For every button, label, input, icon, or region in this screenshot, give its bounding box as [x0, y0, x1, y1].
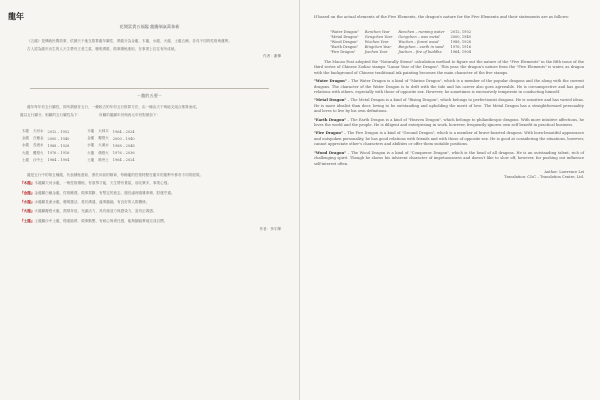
entry-water-dragon-en: "Water Dragon" – The Water Dragon is a kind of "Marine Dragon", which is a member of the popular dragons and the along with the current dragons. The character of the Water Dragon is to drift with the tide and his career also goes agreeable. He is circumspective and has good relations with others, especially with those of opposite sex. However, he sometimes is excessively temperate in conducting himself. [314, 79, 584, 95]
table-row: "Metal Dragon" Gengchen Year Gengchen – wax metal 2000, 1940 [330, 34, 472, 39]
article-author: 作者：李宇輝 [259, 227, 281, 232]
section-intro: 龍年每年有五行屬性，即所謂納音五行，一種較古的年份五行推算方法，由一種由天干與地支組合推算而成。 [27, 105, 200, 109]
table-header: 龍以五行屬分，相屬的五行屬性為下： 所屬的龍屬年份與西元年份對照如下： [20, 113, 161, 118]
english-paragraph-1: The Macau Post adopted the "Naturally Stems" calculation method to figure out the nature of the "Five Elements" in the fifth issue of the third series of Chinese Zodiac stamps "Lunar Year of the Dragon". This year, the dragon's nature from the "Five Elements" is water, as dragon with the background of Chinese traditional ink painting becomes the main character of the five stamps. [314, 60, 584, 75]
table-row: 火龍 覆燈火 1976 – 1916 火龍 佛燈火 1976 – 2036 [22, 150, 135, 156]
table-row: "Wood Dragon" Wuchen Year Wuchen – forest wood 1988, 1928 [330, 39, 472, 44]
english-page [300, 0, 600, 400]
entry-water-dragon: 『水龍』水龍屬長流水龍，聰明靈活，善於溝通，處事圓融，有良好的人際關係。 [20, 200, 150, 205]
table-row: 金龍 白蠟金 2000 – 1940 金龍 覆燈火 2000 – 1940 [22, 136, 135, 141]
element-year-table [22, 128, 139, 164]
english-element-table [330, 29, 477, 55]
intro-paragraph-2: 古人認為龍年出生的人天生帶有王者之氣，聰明勇敢，做事積極進取，在事業上往往有所成就。 [27, 47, 178, 52]
english-author: Author: Lawrence Lei [544, 169, 584, 174]
entry-metal-dragon: 『金龍』金龍屬白蠟金龍，性格剛強，做事果斷，有堅定的意志，擅長處理複雜事務，財運亨通。 [20, 190, 175, 195]
table-row: "Water Dragon" Renchen Year Renchen – running water 2012, 1952 [330, 29, 472, 34]
entry-fire-dragon-en: "Fire Dragon" – The Fire Dragon is a kind of "Ground Dragon", which is a member of brave-hearted dragons. With born-beautiful appearance and outspoken personality, he has good relations with friends and with those of opposite sex. He is good at considering the situations, however, cannot appreciate other's characters and abilities or offer them suitable positions. [314, 131, 584, 147]
table-row: 水龍 長流水 1988 – 1928 水龍 大溪水 1988 – 2048 [22, 143, 135, 148]
divider [30, 88, 269, 89]
english-intro-block [314, 14, 584, 20]
article-heading: 花開富貴五福臨 龍騰瑞氣萬象新 [119, 24, 180, 29]
entries-block [20, 172, 281, 232]
entry-earth-dragon: 『土龍』土龍屬沙中土龍，穩重踏實，做事勤懇，有耐心與責任感，能夠腳踏實地完成目標。 [20, 218, 168, 223]
entry-wood-dragon-en: "Wood Dragon" – The Wood Dragon is a kind of "Conqueror Dragon", which is the head of all dragons. He is an outstanding talent, rich of challenging spirit. Though he shows his inherent character of impetuousness and doesn't like to slow off, however, for pushing out influence self-interest often. [314, 150, 585, 166]
entry-earth-dragon-en: "Earth Dragon" – The Earth Dragon is a kind of "Heaven Dragon", which belongs to philanthropic dragons. With more intuitive affections, he loves the world and the people. He is diligent and enterprising in work, however, frequently ignores own self benefit in practical business. [314, 117, 584, 128]
section-intro-block [20, 104, 281, 120]
intro-paragraph-1: 《五龍》是傳統民間故事，依據天干地支推算龍年屬性，將龍分為金龍、木龍、水龍、火龍、土龍五種，各具不同的性格與運勢。 [27, 39, 232, 43]
entry-fire-dragon: 『火龍』火龍屬覆燈火龍，熱情奔放，充滿活力，具有創造力與感染力，富有正義感。 [20, 209, 157, 214]
entry-wood-dragon: 『木龍』木龍屬天河水龍，一般性格積極，有領導才能，天生帶有貴氣，朋友眾多，事業心強。 [20, 181, 171, 186]
table-row: "Earth Dragon" Bingchen Year Bingchen – earth in sand 1976, 1916 [330, 45, 472, 50]
intro-block [20, 38, 281, 59]
english-body [314, 60, 584, 181]
entry-metal-dragon-en: "Metal Dragon" – The Metal Dragon is a kind of "Rising Dragon", which belongs to perfectionist dragons. He is sensitive and has varied ideas. He is more idealist than doer, loving to be outstanding and upholding the merit of love. The Metal Dragon has a straightforward personality and loves to live by his own definitions. [314, 98, 584, 114]
english-intro: If based on the actual elements of the Five Elements, the dragon's nature for the Five Elements and their statements are as follows: [314, 14, 570, 19]
section-title: －龍的五要－ [136, 93, 163, 98]
intro-author: 作者：謝樺 [263, 54, 281, 59]
table-row: 土龍 沙中土 1964 – 1904 土龍 路旁土 1964 – 2024 [22, 157, 135, 163]
section-body: 龍是五行中的第五種龍，代表積極進取、勇於向前的精神，每種龍的性格特點在龍年的運勢中都有不同的展現。 [27, 173, 204, 177]
table-row: "Fire Dragon" Jiachen Year Jiachen – fire of buddha 1964, 1904 [330, 50, 472, 55]
page-title: 龍年 [8, 11, 24, 21]
table-row: 木龍 天河水 2012 – 1952 木龍 大林木 1964 – 2024 [22, 129, 135, 134]
english-translator: Translation: C&C – Translation Centre, Ltd. [504, 175, 584, 180]
